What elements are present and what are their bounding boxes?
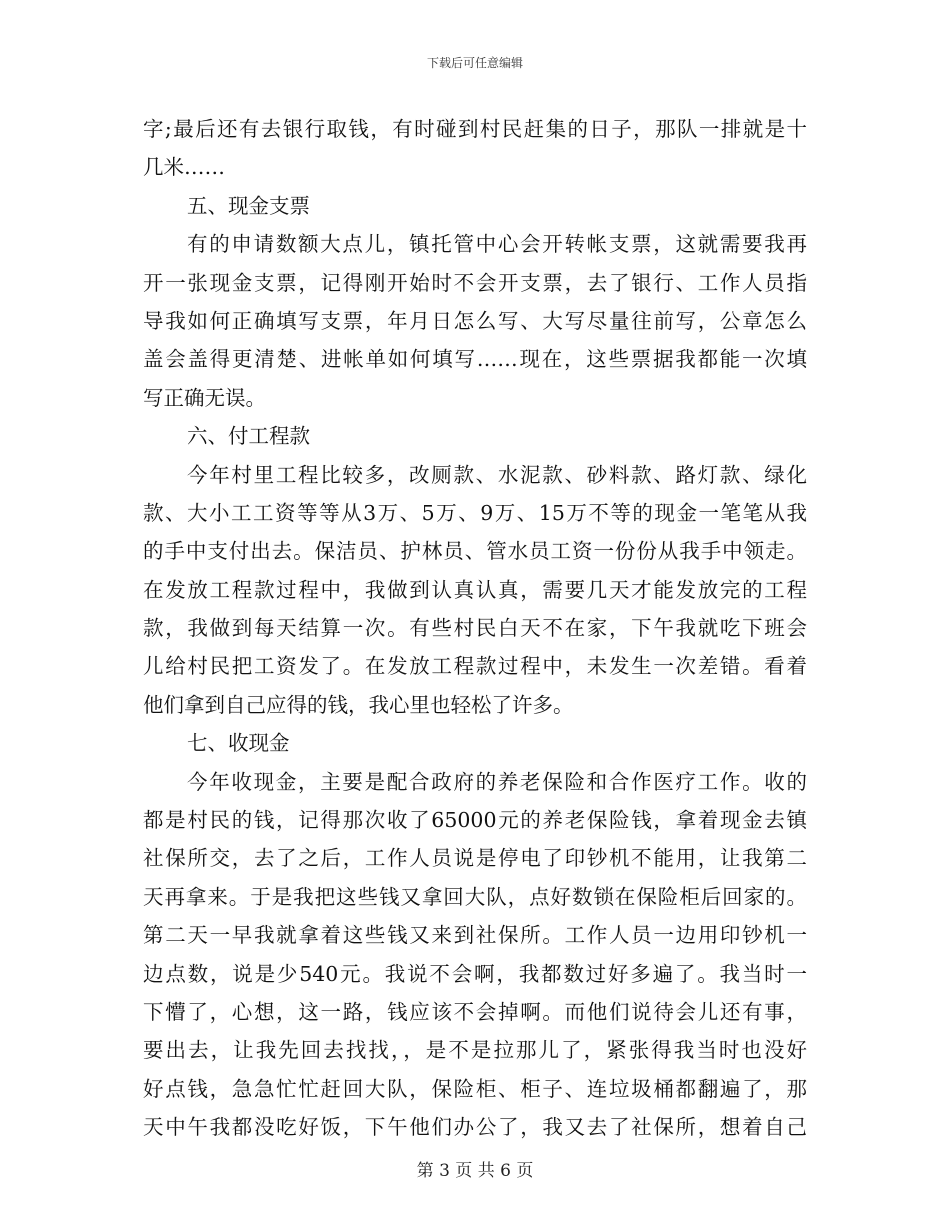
text-line: 字;最后还有去银行取钱，有时碰到村民赶集的日子，那队一排就是十 bbox=[143, 117, 807, 141]
text-line: 社保所交，去了之后，工作人员说是停电了印钞机不能用，让我第二 bbox=[143, 846, 807, 871]
text-line: 几米…… bbox=[143, 155, 225, 180]
document-body bbox=[143, 110, 807, 1147]
text-line: 盖会盖得更清楚、进帐单如何填写……现在，这些票据我都能一次填 bbox=[143, 347, 807, 372]
text-line: 款、大小工工资等等从3万、5万、9万、15万不等的现金一笔笔从我 bbox=[143, 500, 807, 525]
text-line: 他们拿到自己应得的钱，我心里也轻松了许多。 bbox=[143, 692, 574, 717]
text-line: 都是村民的钱，记得那次收了65000元的养老保险钱，拿着现金去镇 bbox=[143, 808, 807, 833]
text-line: 开一张现金支票，记得刚开始时不会开支票，去了银行、工作人员指 bbox=[143, 270, 807, 295]
text-line: 天中午我都没吃好饭，下午他们办公了，我又去了社保所，想着自己 bbox=[143, 1115, 807, 1140]
paragraph-first-line: 今年收现金，主要是配合政府的养老保险和合作医疗工作。收的 bbox=[187, 769, 807, 794]
page-header: 下载后可任意编辑 bbox=[426, 56, 523, 70]
text-line: 好点钱，急急忙忙赶回大队，保险柜、柜子、连垃圾桶都翻遍了，那 bbox=[143, 1076, 807, 1101]
section-heading: 六、付工程款 bbox=[187, 424, 310, 449]
text-line: 天再拿来。于是我把这些钱又拿回大队，点好数锁在保险柜后回家的。 bbox=[143, 884, 807, 909]
paragraph-first-line: 今年村里工程比较多，改厕款、水泥款、砂料款、路灯款、绿化 bbox=[187, 462, 807, 487]
text-line: 边点数，说是少540元。我说不会啊，我都数过好多遍了。我当时一 bbox=[143, 961, 807, 986]
page-footer: 第 3 页 共 6 页 bbox=[416, 1161, 534, 1181]
section-heading: 五、现金支票 bbox=[187, 193, 310, 218]
text-line: 款，我做到每天结算一次。有些村民白天不在家，下午我就吃下班会 bbox=[143, 616, 807, 641]
text-line: 第二天一早我就拿着这些钱又来到社保所。工作人员一边用印钞机一 bbox=[143, 923, 807, 948]
paragraph-first-line: 有的申请数额大点儿，镇托管中心会开转帐支票，这就需要我再 bbox=[187, 232, 807, 257]
text-line: 儿给村民把工资发了。在发放工程款过程中，未发生一次差错。看着 bbox=[143, 654, 807, 679]
text-line: 导我如何正确填写支票，年月日怎么写、大写尽量往前写，公章怎么 bbox=[143, 308, 807, 333]
section-heading: 七、收现金 bbox=[187, 731, 290, 756]
text-line: 写正确无误。 bbox=[143, 385, 266, 410]
text-line: 在发放工程款过程中，我做到认真认真，需要几天才能发放完的工程 bbox=[143, 577, 807, 602]
text-line: 下懵了，心想，这一路，钱应该不会掉啊。而他们说待会儿还有事， bbox=[143, 999, 807, 1024]
text-line: 要出去，让我先回去找找，，是不是拉那儿了，紧张得我当时也没好 bbox=[143, 1038, 807, 1063]
text-line: 的手中支付出去。保洁员、护林员、管水员工资一份份从我手中领走。 bbox=[143, 539, 807, 564]
